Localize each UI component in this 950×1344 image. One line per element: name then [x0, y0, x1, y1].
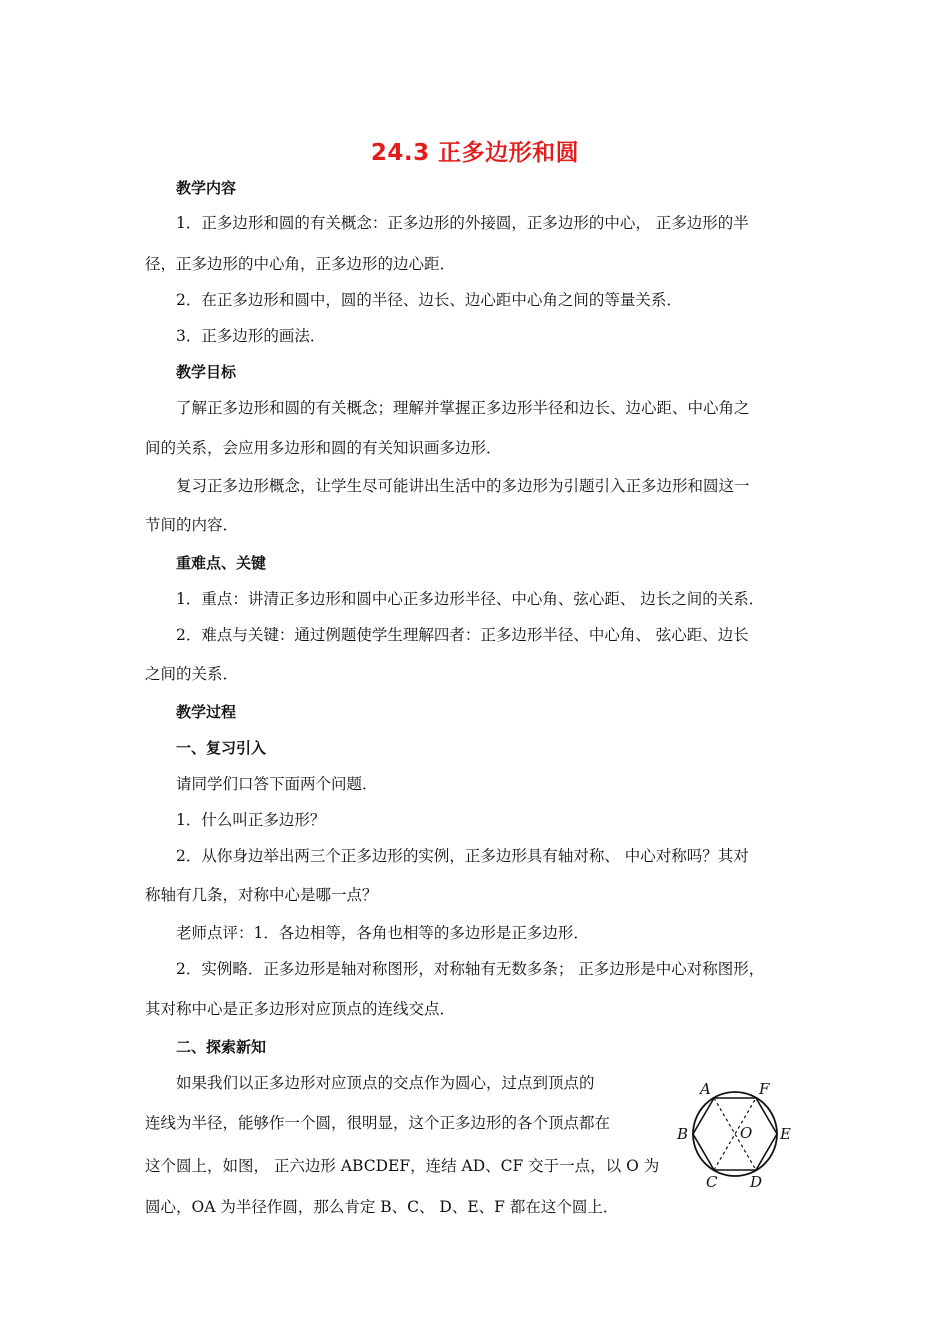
- label-c: C: [706, 1173, 718, 1191]
- page-title: 24.3 正多边形和圆: [370, 140, 580, 166]
- circumscribed-circle: [693, 1092, 777, 1176]
- review-question-1: 1．什么叫正多边形？: [176, 811, 326, 829]
- goals-p1-line-1: 了解正多边形和圆的有关概念；理解并掌握正多边形半径和边长、边心距、中心角之: [176, 399, 750, 417]
- review-intro: 请同学们口答下面两个问题．: [176, 775, 378, 793]
- hexagon-abcdef: [693, 1098, 777, 1170]
- label-d: D: [750, 1173, 763, 1191]
- heading-explore: 二、探索新知: [176, 1038, 267, 1056]
- answer-2-line-1: 2．实例略．正多边形是轴对称图形，对称轴有无数多条； 正多边形是中心对称图形，: [176, 960, 765, 978]
- goals-p1-line-2: 间的关系，会应用多边形和圆的有关知识画多边形．: [145, 439, 502, 457]
- hexagon-figure: [670, 1075, 800, 1195]
- content-item-1-line-1: 1．正多边形和圆的有关概念：正多边形的外接圆，正多边形的中心， 正多边形的半: [176, 214, 749, 232]
- goals-p2-line-2: 节间的内容．: [145, 516, 239, 534]
- heading-process: 教学过程: [176, 703, 237, 721]
- answer-2-line-2: 其对称中心是正多边形对应顶点的连线交点．: [145, 1000, 456, 1018]
- explore-line-4: 圆心，OA 为半径作圆，那么肯定 B、C、 D、E、F 都在这个圆上．: [145, 1198, 619, 1216]
- explore-line-1: 如果我们以正多边形对应顶点的交点作为圆心，过点到顶点的: [176, 1074, 595, 1092]
- content-item-2: 2．在正多边形和圆中，圆的半径、边长、边心距中心角之间的等量关系．: [176, 291, 682, 309]
- label-b: B: [677, 1125, 689, 1143]
- key-item-2-line-1: 2．难点与关键：通过例题使学生理解四者：正多边形半径、中心角、 弦心距、边长: [176, 626, 749, 644]
- heading-review: 一、复习引入: [176, 739, 267, 757]
- content-item-3: 3．正多边形的画法．: [176, 327, 326, 345]
- label-o: O: [740, 1124, 753, 1142]
- heading-goals: 教学目标: [176, 363, 237, 381]
- key-item-2-line-2: 之间的关系．: [145, 665, 239, 683]
- teacher-comment: 老师点评：1．各边相等，各角也相等的多边形是正多边形．: [176, 924, 589, 942]
- heading-key-points: 重难点、关键: [176, 554, 267, 572]
- goals-p2-line-1: 复习正多边形概念，让学生尽可能讲出生活中的多边形为引题引入正多边形和圆这一: [176, 477, 750, 495]
- explore-line-3: 这个圆上，如图， 正六边形 ABCDEF，连结 AD、CF 交于一点，以 O 为: [145, 1157, 660, 1175]
- review-question-2-line-2: 称轴有几条，对称中心是哪一点？: [145, 886, 378, 904]
- content-item-1-line-2: 径，正多边形的中心角，正多边形的边心距．: [145, 255, 456, 273]
- label-f: F: [759, 1080, 770, 1098]
- explore-line-2: 连线为半径，能够作一个圆，很明显，这个正多边形的各个顶点都在: [145, 1114, 611, 1132]
- label-e: E: [780, 1125, 791, 1143]
- key-item-1: 1．重点：讲清正多边形和圆中心正多边形半径、中心角、弦心距、 边长之间的关系．: [176, 590, 765, 608]
- label-a: A: [700, 1080, 711, 1098]
- heading-content: 教学内容: [176, 179, 237, 197]
- review-question-2-line-1: 2．从你身边举出两三个正多边形的实例，正多边形具有轴对称、 中心对称吗？其对: [176, 847, 749, 865]
